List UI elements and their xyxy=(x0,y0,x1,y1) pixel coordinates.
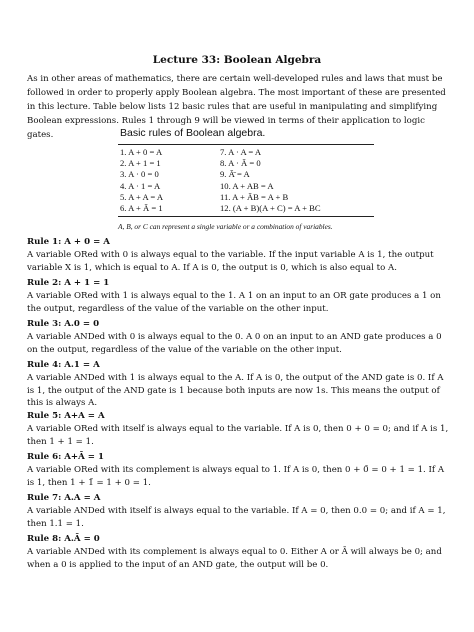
table-cell: 10. A + AB = A xyxy=(220,180,274,191)
table-cell: 8. A · Ā = 0 xyxy=(220,158,261,169)
table-row xyxy=(120,147,374,158)
rule-heading: Rule 5: A+A = A xyxy=(27,411,105,421)
rule-7 xyxy=(27,492,449,530)
table-row xyxy=(120,192,374,203)
table-cell: 2. A + 1 = 1 xyxy=(120,158,161,169)
rule-1 xyxy=(27,236,449,274)
table-note: A, B, or C can represent a single variable or a combination of variables. xyxy=(118,222,333,231)
table-cell: 12. (A + B)(A + C) = A + BC xyxy=(220,203,321,214)
rule-6 xyxy=(27,451,449,489)
rule-heading: Rule 3: A.0 = 0 xyxy=(27,319,100,329)
rule-text: A variable ORed with its complement is always equal to 1. If A is 0, then 0 + 0̄ = 0 + 1 = 1. If A is 1, then 1 + 1̄ = 1 + 0 = 1. xyxy=(27,465,445,488)
page-title: Lecture 33: Boolean Algebra xyxy=(152,54,322,66)
rule-text: A variable ANDed with 1 is always equal to the A. If A is 0, the output of the AND gate is 0. If A is 1, the output of the AND gate is 1 because both inputs are now 1s. This means the output of this is always A. xyxy=(27,373,444,408)
table-cell: 1. A + 0 = A xyxy=(120,147,163,157)
rule-text: A variable ANDed with its complement is always equal to 0. Either A or Ā will always be 0; and when a 0 is applied to the input of an AND gate, the output will be 0. xyxy=(27,547,442,570)
boolean-rules-table xyxy=(118,144,374,217)
rule-text: A variable ANDed with 0 is always equal to the 0. A 0 on an input to an AND gate produces a 0 on the output, regardless of the value of the variable on the other input. xyxy=(27,332,442,355)
table-cell: 3. A · 0 = 0 xyxy=(120,169,159,180)
table-cell: 11. A + ĀB = A + B xyxy=(220,191,289,202)
rule-heading: Rule 6: A+Ā = 1 xyxy=(27,452,104,462)
table-cell: 7. A · A = A xyxy=(220,147,262,157)
rule-heading: Rule 4: A.1 = A xyxy=(27,360,100,370)
table-row xyxy=(120,181,374,192)
table-cell: 5. A + A = A xyxy=(120,191,164,202)
rule-5 xyxy=(27,410,449,448)
rule-heading: Rule 7: A.A = A xyxy=(27,493,101,503)
rule-4 xyxy=(27,359,449,410)
table-row xyxy=(120,203,374,214)
table-title: Basic rules of Boolean algebra. xyxy=(120,127,266,139)
rule-text: A variable ORed with 1 is always equal to the 1. A 1 on an input to an OR gate produces a 1 on the output, regardless of the value of the variable on the other input. xyxy=(27,291,441,314)
rule-heading: Rule 2: A + 1 = 1 xyxy=(27,278,110,288)
intro-paragraph: As in other areas of mathematics, there are certain well-developed rules and laws that must be followed in order to properly apply Boolean algebra. The most important of these are presented in this lecture. Table below lists 12 basic rules that are useful in manipulating and simplifying Boolean expressions. Rules 1 through 9 will be viewed in terms of their application to logic gates. xyxy=(27,74,446,140)
rule-text: A variable ANDed with itself is always equal to the variable. If A = 0, then 0.0 = 0; and if A = 1, then 1.1 = 1. xyxy=(27,506,446,529)
table-row xyxy=(120,169,374,180)
table-row xyxy=(120,158,374,169)
rule-8 xyxy=(27,533,449,571)
table-cell: 4. A · 1 = A xyxy=(120,180,161,191)
rule-text: A variable ORed with itself is always equal to the variable. If A is 0, then 0 + 0 = 0; and if A is 1, then 1 + 1 = 1. xyxy=(27,424,449,447)
table-cell: 9. Ā̄ = A xyxy=(220,169,250,180)
rule-text: A variable ORed with 0 is always equal to the variable. If the input variable A is 1, the output variable X is 1, which is equal to A. If A is 0, the output is 0, which is also equal to A. xyxy=(27,250,434,273)
rule-heading: Rule 1: A + 0 = A xyxy=(27,237,110,247)
rule-3 xyxy=(27,318,449,356)
table-cell: 6. A + Ā = 1 xyxy=(120,203,163,214)
rule-2 xyxy=(27,277,449,315)
rule-heading: Rule 8: A.Ā = 0 xyxy=(27,534,100,544)
